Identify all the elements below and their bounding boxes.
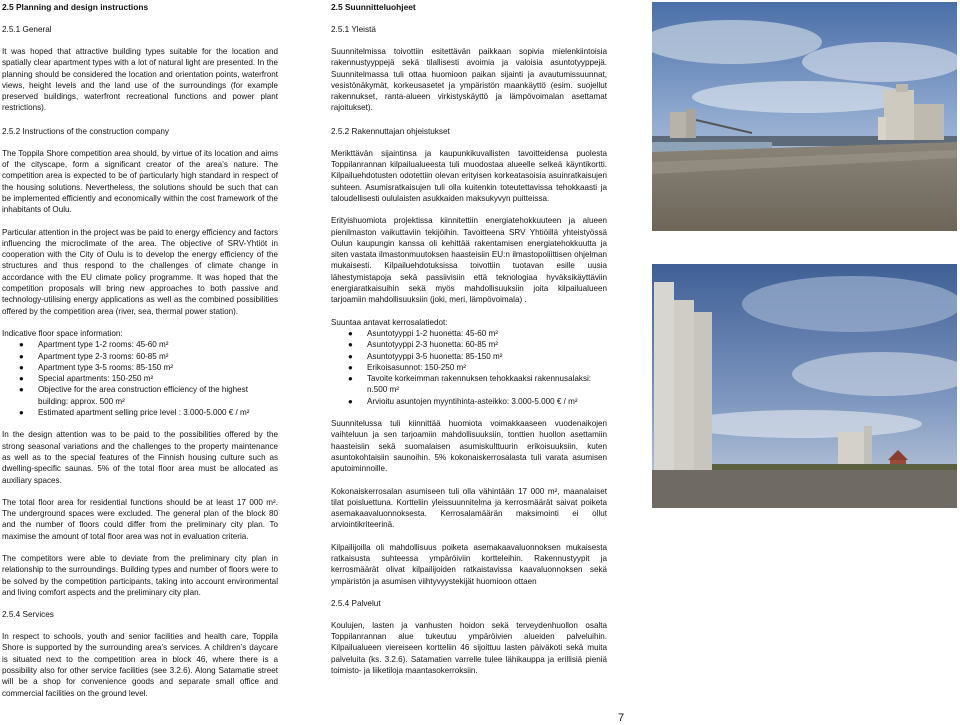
bullet-icon: ● xyxy=(348,340,353,350)
construction-heading: 2.5.2 Rakennuttajan ohjeistukset xyxy=(331,126,450,136)
list-item xyxy=(19,351,278,362)
grain-silo-photo xyxy=(652,264,957,508)
spacer xyxy=(2,137,278,148)
bullet-icon: ● xyxy=(19,408,24,418)
bullet-icon: ● xyxy=(348,351,353,361)
list-item-text: Asuntotyyppi 1-2 huonetta: 45-60 m² xyxy=(367,328,498,338)
list-item-text: Arvioitu asuntojen myyntihinta-asteikko: 3.000-5.000 € / m² xyxy=(367,396,578,406)
construction-paragraph-1: The Toppila Shore competition area should, by virtue of its location and aims of the cityscape, form a significant creator of the area’s nature. The competition area is expected to be of particularly high standard in respect of the housing solutions. Nevertheless, the solutions should be such that can be implemented efficiently and economically within the cost framework of the inhabitants of Oulu. xyxy=(2,148,278,215)
bullet-icon: ● xyxy=(19,385,24,395)
floor-space-list xyxy=(2,339,278,418)
list-item xyxy=(19,407,278,418)
bullet-icon: ● xyxy=(19,362,24,372)
general-heading: 2.5.1 Yleistä xyxy=(331,25,376,34)
total-floor-text: The total floor area for residential functions should be at least 17 000 m². The underground spaces were excluded. The general plan of the block 80 and the number of floors could differ from the preliminary city plan. To maximise the amount of total floor area was not in evaluation criteria. xyxy=(2,497,278,541)
list-item-text: Apartment type 1-2 rooms: 45-60 m² xyxy=(38,340,169,350)
list-item-text: Estimated apartment selling price level : 3.000-5.000 € / m² xyxy=(38,408,250,418)
list-item xyxy=(348,351,607,362)
section-title: 2.5 Planning and design instructions xyxy=(2,2,149,12)
list-item xyxy=(348,362,607,373)
list-item-text: Apartment type 2-3 rooms: 60-85 m² xyxy=(38,351,169,361)
spacer xyxy=(331,609,607,620)
bullet-icon: ● xyxy=(19,351,24,361)
construction-paragraph-2: Erityishuomiota projektissa kiinnitettiin energiatehokkuuteen ja alueen pienilmaston vaikuttaviin tekijöihin. Tavoitteena SRV Yhtiöillä yhteistyössä Oulun kaupungin kanssa oli kehittää rakentamisen energiatehokkuutta ja siten vastata ilmastonmuutoksen haasteisiin EU:n ilmastopoliittisen ohjelman mukaisesti. Kilpailuehdotuksissa toivottiin tuotavan esille uusia lähestymistapoja sekä passiivisiin että teknologiaa hyväksikäyttäviin energiaratkaisuihin sekä myös mahdollisuuksiin joita kilpailualueen tarjoamiin mahdollisuuksiin (joki, meri, lämpövoimala) . xyxy=(331,216,607,305)
spacer xyxy=(2,486,278,497)
list-item-text: Tavoite korkeimman rakennuksen tehokkaaksi rakennusalaksi: n.500 m² xyxy=(367,374,592,395)
services-text: In respect to schools, youth and senior facilities and health care, Toppila Shore is supported by the surrounding area’s services. A children’s daycare is situated next to the competition area in block 46, where there is a possibility also for other service facilities (see 3.2.6). Along Satamatie street will be a shop for convenience goods and separate small office and commercial facilities on the ground level. xyxy=(2,632,278,698)
bullet-icon: ● xyxy=(348,362,353,372)
list-item-text: Erikoisasunnot: 150-250 m² xyxy=(367,362,466,372)
spacer xyxy=(2,35,278,46)
spacer xyxy=(2,542,278,553)
list-item-text: Special apartments: 150-250 m² xyxy=(38,374,154,384)
general-text: It was hoped that attractive building types suitable for the location and spatially clear apartment types with a lot of natural light are presented. In the planning should be considered the location and orientation points, waterfront views, height levels and the land use of the surroundings (for example preserved buildings, waterfront recreational functions and power plant restrictions). xyxy=(2,47,278,113)
construction-paragraph-2: Particular attention in the project was be paid to energy efficiency and factors influencing the microclimate of the area. The objective of SRV-Yhtiöt in cooperation with the City of Oulu is to develop the energy efficiency of the structures and thus respond to the challenges of climate change in accordance with the EU climate policy programme. It was hoped that the competition proposals will bring new approaches to both passive and technology-utilising energy applications as well as the combined possibilities offered by the competition area (river, sea, thermal power station). xyxy=(2,227,278,316)
spacer xyxy=(331,531,607,542)
deviation-text: Kilpailijoilla oli mahdollisuus poiketa asemakaavaluonnoksen mukaisesta ratkaisusta suhteessa ympäröiviin kortteleihin. Rakennustyypit ja kerrosmäärät olivat kilpailijoiden ratkaistavissa kaavaluonnoksen sekä ympäristön ja asumisen viihtyvyystekijät huomioon ottaen xyxy=(331,542,607,586)
spacer xyxy=(2,13,278,24)
floor-space-intro: Suuntaa antavat kerrosalatiedot: xyxy=(331,317,448,327)
spacer xyxy=(331,204,607,215)
spacer xyxy=(331,475,607,486)
spacer xyxy=(2,114,278,126)
list-item xyxy=(348,328,607,339)
list-item xyxy=(348,396,607,407)
services-heading: 2.5.4 Palvelut xyxy=(331,598,381,608)
list-item-text: Objective for the area construction efficiency of the highest building: approx. 500 m² xyxy=(38,385,248,406)
spacer xyxy=(2,620,278,631)
floor-space-list xyxy=(331,328,607,407)
spacer xyxy=(331,13,607,24)
spacer xyxy=(331,407,607,418)
spacer xyxy=(331,35,607,46)
bullet-icon: ● xyxy=(348,328,353,338)
construction-heading: 2.5.2 Instructions of the construction company xyxy=(2,126,170,136)
services-text: Koulujen, lasten ja vanhusten hoidon sekä terveydenhuollon osalta Toppilanrannan alue tukeutuu ympäröivien alueiden palveluihin. Kilpailualueen viereiseen kortteliin 46 sijoittuu lasten päiväkoti sekä muita palveluita (ks. 3.2.6). Satamatien varrelle tulee lähikauppa ja erillisiä pieniä toimisto- ja liiketiloja maantasokerroksiin. xyxy=(331,620,607,676)
spacer xyxy=(331,587,607,598)
harbour-silo-illustration xyxy=(652,2,957,231)
list-item xyxy=(19,362,278,373)
total-floor-text: Kokonaiskerrosalan asumiseen tuli olla vähintään 17 000 m², maanalaiset tilat poisluettuna. Kortteliin yleissuunnitelma ja kerrosmäärät saivat poiketa asemakaavaluonnoksesta. Kerrosalamäärän maksimointi ei ollut arviointikriteerinä. xyxy=(331,486,607,530)
list-item xyxy=(19,339,278,350)
services-heading: 2.5.4 Services xyxy=(2,610,54,620)
spacer xyxy=(2,216,278,227)
deviation-text: The competitors were able to deviate from the preliminary city plan in relationship to the surroundings. Building types and number of floors were to be solved by the competition participants, taking into account environmental and living comfort aspects and the preliminary city plan. xyxy=(2,553,278,597)
floor-space-intro: Indicative floor space information: xyxy=(2,328,123,338)
list-item-text: Apartment type 3-5 rooms: 85-150 m² xyxy=(38,362,173,372)
general-heading: 2.5.1 General xyxy=(2,25,52,34)
bullet-icon: ● xyxy=(19,340,24,350)
design-attention-text: In the design attention was to be paid to the possibilities offered by the strong seasonal variations and the challenges to the property maintenance as well as to the special features of the Finnish housing culture such as dwelling-specific saunas. 5% of the total floor area must be allocated as auxiliary spaces. xyxy=(2,430,278,485)
list-item xyxy=(19,373,278,384)
spacer xyxy=(331,114,607,126)
bullet-icon: ● xyxy=(348,374,353,384)
construction-paragraph-1: Merikttävän sijaintinsa ja kaupunkikuvallisten tavoitteidensa puolesta Toppilanrannan kilpailualueesta tuli muodostaa alueelle selkeä käyntikortti. Kilpailuehdotusten odotettiin olevan erityisen korkeatasoisia asuinratkaisujen suhteen. Asumisratkaisujen tuli olla kuitenkin toteutettavissa tehokkaasti ja taloudellisesti oululaisten asukkaiden maksukyvyn puitteissa. xyxy=(331,148,607,203)
grain-silo-illustration xyxy=(652,264,957,508)
list-item xyxy=(19,384,278,407)
general-text: Suunnitelmissa toivottiin esitettävän paikkaan sopivia mielenkiintoisia rakennustyyppejä sekä tilallisesti avoimia ja valoisia asuntotyyppejä. Suunnitelmassa tuli ottaa huomioon paikan sijainti ja avautumissuunnat, vesistönäkymät, korkeusasetet ja ympäristön maankäyttö (esim. suojellut rakennukset, ranta-alueen virkistyskäyttö ja lämpövoimalan asettamat rajoitukset). xyxy=(331,47,607,113)
list-item xyxy=(348,339,607,350)
english-column xyxy=(2,0,278,699)
spacer xyxy=(331,306,607,317)
spacer xyxy=(2,598,278,609)
section-title: 2.5 Suunnitteluohjeet xyxy=(331,2,416,12)
bullet-icon: ● xyxy=(348,396,353,406)
finnish-column xyxy=(331,0,607,676)
spacer xyxy=(2,317,278,328)
spacer xyxy=(2,418,278,429)
design-attention-text: Suunnitelussa tuli kiinnittää huomiota voimakkaaseen vuodenaikojen vaihteluun ja sen tarjoamiin mahdollisuuksiin, tonttien huollon asettamiin haasteisiin sekä suomalaisen asumiskulttuurin erikoisuuksiin, kuten asuntokohtaisiin saunoihin. 5% kokonaiskerrosalasta tuli varata asumisen aputoiminnoille. xyxy=(331,419,607,474)
bullet-icon: ● xyxy=(19,374,24,384)
harbour-silo-photo xyxy=(652,2,957,231)
spacer xyxy=(331,137,607,148)
page-number: 7 xyxy=(618,712,625,724)
list-item-text: Asuntotyyppi 3-5 huonetta: 85-150 m² xyxy=(367,351,503,361)
list-item-text: Asuntotyyppi 2-3 huonetta: 60-85 m² xyxy=(367,340,498,350)
list-item xyxy=(348,373,607,396)
